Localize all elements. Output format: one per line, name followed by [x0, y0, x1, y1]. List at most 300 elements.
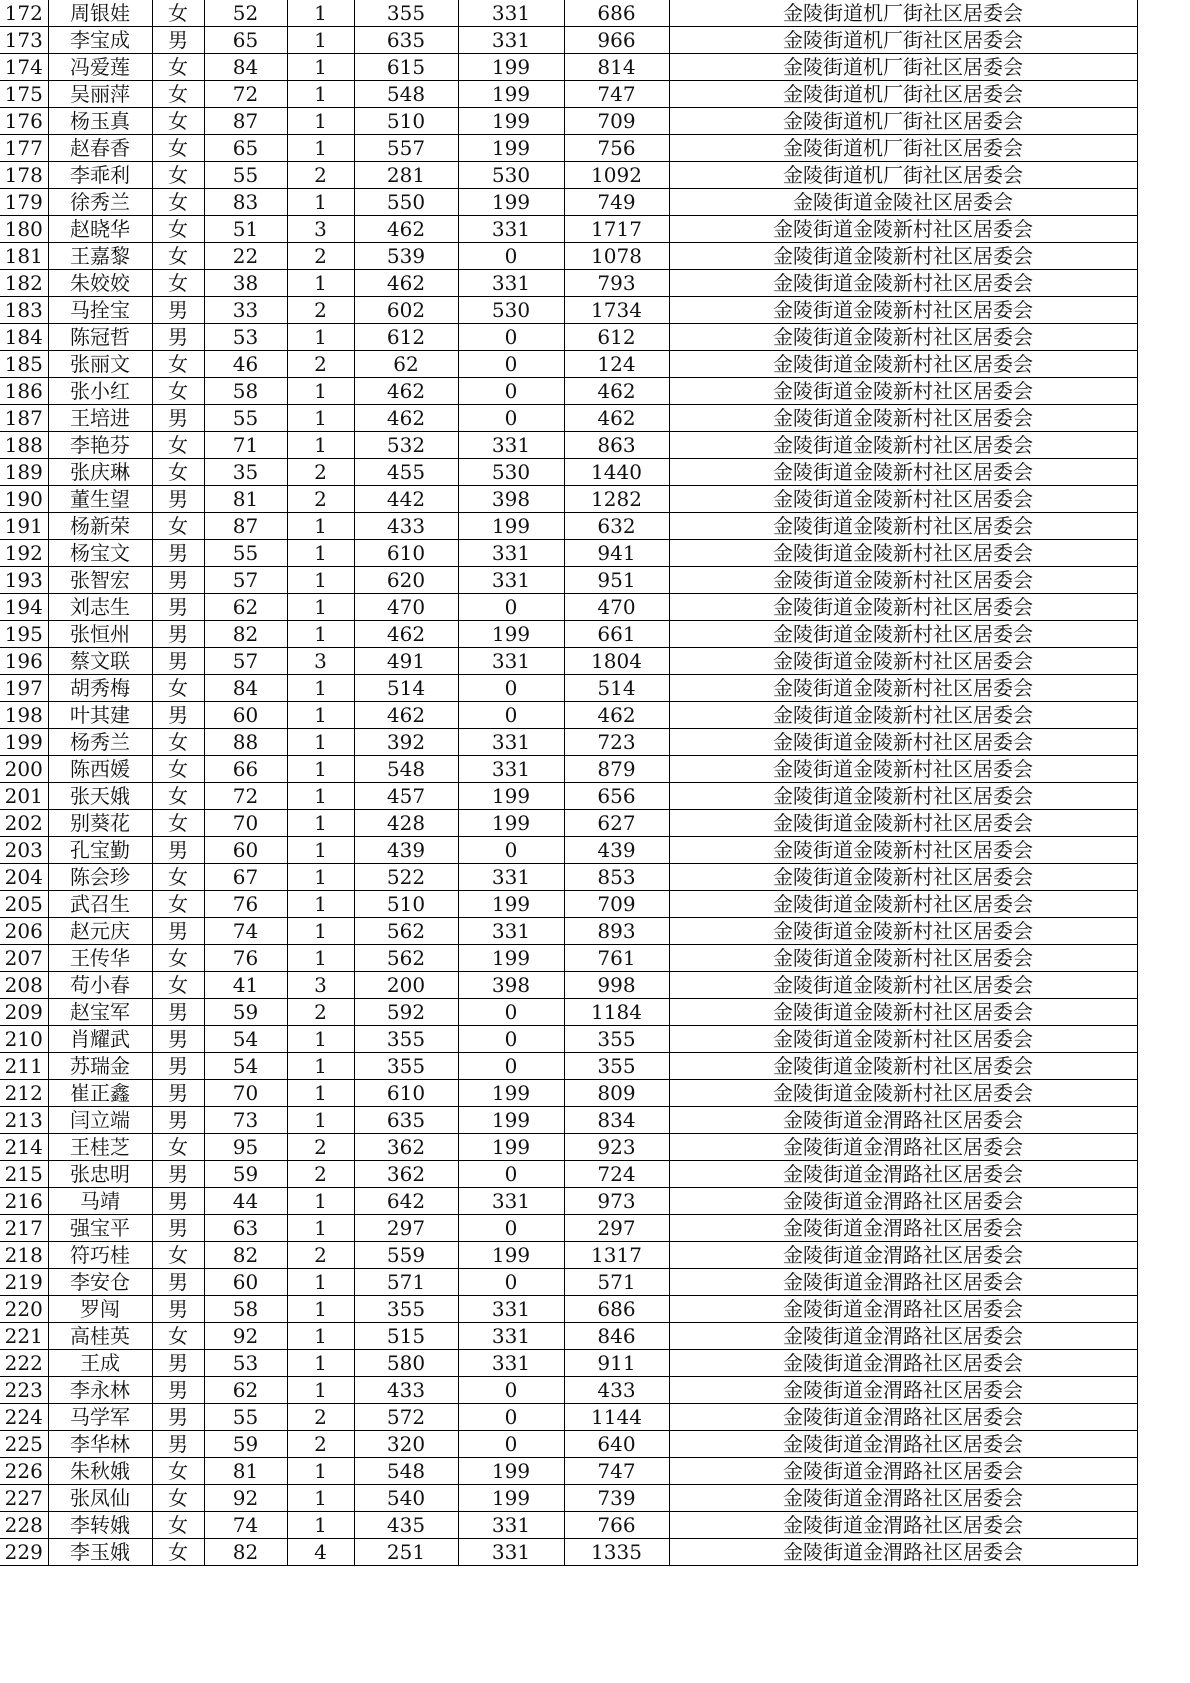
row-number: 205 — [0, 891, 48, 918]
total-amount-cell: 766 — [564, 1512, 669, 1539]
household-size-cell: 3 — [287, 972, 354, 999]
amount-b-cell: 0 — [458, 378, 564, 405]
gender-cell: 男 — [152, 567, 204, 594]
total-amount-cell: 756 — [564, 135, 669, 162]
name-cell: 杨秀兰 — [48, 729, 152, 756]
row-number: 201 — [0, 783, 48, 810]
total-amount-cell: 739 — [564, 1485, 669, 1512]
total-amount-cell: 809 — [564, 1080, 669, 1107]
name-cell: 王传华 — [48, 945, 152, 972]
amount-a-cell: 355 — [354, 0, 458, 27]
total-amount-cell: 1317 — [564, 1242, 669, 1269]
total-amount-cell: 462 — [564, 378, 669, 405]
total-amount-cell: 834 — [564, 1107, 669, 1134]
community-cell: 金陵街道金渭路社区居委会 — [669, 1350, 1137, 1377]
row-number: 180 — [0, 216, 48, 243]
row-number: 226 — [0, 1458, 48, 1485]
amount-a-cell: 462 — [354, 621, 458, 648]
row-number: 209 — [0, 999, 48, 1026]
total-amount-cell: 439 — [564, 837, 669, 864]
amount-b-cell: 331 — [458, 1350, 564, 1377]
gender-cell: 女 — [152, 810, 204, 837]
table-row — [0, 243, 1137, 270]
amount-b-cell: 530 — [458, 459, 564, 486]
table-row — [0, 135, 1137, 162]
table-row — [0, 324, 1137, 351]
row-number: 224 — [0, 1404, 48, 1431]
amount-a-cell: 428 — [354, 810, 458, 837]
table-row — [0, 216, 1137, 243]
community-cell: 金陵街道金陵新村社区居委会 — [669, 621, 1137, 648]
amount-a-cell: 515 — [354, 1323, 458, 1350]
amount-a-cell: 548 — [354, 756, 458, 783]
community-cell: 金陵街道金渭路社区居委会 — [669, 1377, 1137, 1404]
age-cell: 84 — [204, 54, 287, 81]
row-number: 203 — [0, 837, 48, 864]
name-cell: 杨玉真 — [48, 108, 152, 135]
age-cell: 55 — [204, 1404, 287, 1431]
community-cell: 金陵街道金陵新村社区居委会 — [669, 972, 1137, 999]
table-row — [0, 1512, 1137, 1539]
community-cell: 金陵街道金渭路社区居委会 — [669, 1539, 1137, 1566]
amount-b-cell: 199 — [458, 54, 564, 81]
community-cell: 金陵街道金陵新村社区居委会 — [669, 378, 1137, 405]
age-cell: 41 — [204, 972, 287, 999]
amount-a-cell: 612 — [354, 324, 458, 351]
name-cell: 高桂英 — [48, 1323, 152, 1350]
amount-b-cell: 0 — [458, 1053, 564, 1080]
amount-a-cell: 435 — [354, 1512, 458, 1539]
table-row — [0, 864, 1137, 891]
age-cell: 76 — [204, 891, 287, 918]
age-cell: 55 — [204, 162, 287, 189]
gender-cell: 男 — [152, 1350, 204, 1377]
gender-cell: 女 — [152, 513, 204, 540]
row-number: 208 — [0, 972, 48, 999]
amount-b-cell: 331 — [458, 432, 564, 459]
name-cell: 朱姣姣 — [48, 270, 152, 297]
table-row — [0, 513, 1137, 540]
name-cell: 张庆琳 — [48, 459, 152, 486]
amount-b-cell: 199 — [458, 1080, 564, 1107]
total-amount-cell: 1440 — [564, 459, 669, 486]
total-amount-cell: 124 — [564, 351, 669, 378]
total-amount-cell: 1078 — [564, 243, 669, 270]
amount-a-cell: 470 — [354, 594, 458, 621]
gender-cell: 男 — [152, 1377, 204, 1404]
amount-a-cell: 439 — [354, 837, 458, 864]
age-cell: 70 — [204, 810, 287, 837]
amount-b-cell: 530 — [458, 297, 564, 324]
community-cell: 金陵街道金陵新村社区居委会 — [669, 756, 1137, 783]
household-size-cell: 1 — [287, 1215, 354, 1242]
gender-cell: 女 — [152, 756, 204, 783]
amount-b-cell: 331 — [458, 1188, 564, 1215]
gender-cell: 男 — [152, 702, 204, 729]
gender-cell: 男 — [152, 1053, 204, 1080]
row-number: 211 — [0, 1053, 48, 1080]
gender-cell: 女 — [152, 432, 204, 459]
amount-b-cell: 0 — [458, 1026, 564, 1053]
amount-b-cell: 331 — [458, 1323, 564, 1350]
household-size-cell: 1 — [287, 324, 354, 351]
table-row — [0, 1323, 1137, 1350]
table-row — [0, 54, 1137, 81]
table-row — [0, 1377, 1137, 1404]
amount-b-cell: 0 — [458, 1377, 564, 1404]
gender-cell: 男 — [152, 621, 204, 648]
gender-cell: 女 — [152, 891, 204, 918]
community-cell: 金陵街道金渭路社区居委会 — [669, 1458, 1137, 1485]
gender-cell: 女 — [152, 864, 204, 891]
age-cell: 65 — [204, 135, 287, 162]
community-cell: 金陵街道机厂街社区居委会 — [669, 0, 1137, 27]
row-number: 177 — [0, 135, 48, 162]
gender-cell: 女 — [152, 1134, 204, 1161]
amount-a-cell: 572 — [354, 1404, 458, 1431]
age-cell: 82 — [204, 621, 287, 648]
age-cell: 82 — [204, 1539, 287, 1566]
community-cell: 金陵街道金渭路社区居委会 — [669, 1323, 1137, 1350]
age-cell: 81 — [204, 486, 287, 513]
household-size-cell: 1 — [287, 729, 354, 756]
name-cell: 张小红 — [48, 378, 152, 405]
age-cell: 57 — [204, 648, 287, 675]
gender-cell: 男 — [152, 1188, 204, 1215]
row-number: 175 — [0, 81, 48, 108]
row-number: 202 — [0, 810, 48, 837]
total-amount-cell: 911 — [564, 1350, 669, 1377]
gender-cell: 男 — [152, 297, 204, 324]
amount-a-cell: 562 — [354, 945, 458, 972]
table-row — [0, 594, 1137, 621]
total-amount-cell: 571 — [564, 1269, 669, 1296]
total-amount-cell: 355 — [564, 1053, 669, 1080]
community-cell: 金陵街道金渭路社区居委会 — [669, 1512, 1137, 1539]
amount-a-cell: 562 — [354, 918, 458, 945]
table-row — [0, 1431, 1137, 1458]
amount-a-cell: 602 — [354, 297, 458, 324]
community-cell: 金陵街道金陵新村社区居委会 — [669, 1053, 1137, 1080]
community-cell: 金陵街道机厂街社区居委会 — [669, 81, 1137, 108]
gender-cell: 男 — [152, 594, 204, 621]
community-cell: 金陵街道金渭路社区居委会 — [669, 1269, 1137, 1296]
row-number: 193 — [0, 567, 48, 594]
total-amount-cell: 923 — [564, 1134, 669, 1161]
household-size-cell: 1 — [287, 1269, 354, 1296]
gender-cell: 男 — [152, 405, 204, 432]
age-cell: 74 — [204, 1512, 287, 1539]
age-cell: 60 — [204, 837, 287, 864]
row-number: 215 — [0, 1161, 48, 1188]
row-number: 220 — [0, 1296, 48, 1323]
total-amount-cell: 941 — [564, 540, 669, 567]
amount-b-cell: 199 — [458, 108, 564, 135]
household-size-cell: 1 — [287, 1485, 354, 1512]
name-cell: 徐秀兰 — [48, 189, 152, 216]
household-size-cell: 1 — [287, 81, 354, 108]
household-size-cell: 1 — [287, 1512, 354, 1539]
amount-b-cell: 199 — [458, 891, 564, 918]
community-cell: 金陵街道机厂街社区居委会 — [669, 108, 1137, 135]
amount-b-cell: 398 — [458, 972, 564, 999]
age-cell: 46 — [204, 351, 287, 378]
name-cell: 李艳芬 — [48, 432, 152, 459]
amount-b-cell: 0 — [458, 675, 564, 702]
gender-cell: 女 — [152, 1323, 204, 1350]
table-row — [0, 972, 1137, 999]
community-cell: 金陵街道金陵新村社区居委会 — [669, 891, 1137, 918]
gender-cell: 女 — [152, 783, 204, 810]
community-cell: 金陵街道金陵新村社区居委会 — [669, 1026, 1137, 1053]
row-number: 192 — [0, 540, 48, 567]
age-cell: 95 — [204, 1134, 287, 1161]
household-size-cell: 1 — [287, 1107, 354, 1134]
total-amount-cell: 724 — [564, 1161, 669, 1188]
table-row — [0, 540, 1137, 567]
row-number: 185 — [0, 351, 48, 378]
age-cell: 51 — [204, 216, 287, 243]
amount-b-cell: 199 — [458, 783, 564, 810]
amount-a-cell: 281 — [354, 162, 458, 189]
amount-b-cell: 0 — [458, 1269, 564, 1296]
table-row — [0, 621, 1137, 648]
table-row — [0, 729, 1137, 756]
household-size-cell: 1 — [287, 1296, 354, 1323]
community-cell: 金陵街道金陵新村社区居委会 — [669, 297, 1137, 324]
community-cell: 金陵街道机厂街社区居委会 — [669, 162, 1137, 189]
table-row — [0, 378, 1137, 405]
community-cell: 金陵街道金陵新村社区居委会 — [669, 270, 1137, 297]
household-size-cell: 2 — [287, 351, 354, 378]
row-number: 198 — [0, 702, 48, 729]
community-cell: 金陵街道金渭路社区居委会 — [669, 1161, 1137, 1188]
age-cell: 44 — [204, 1188, 287, 1215]
age-cell: 55 — [204, 540, 287, 567]
community-cell: 金陵街道金陵新村社区居委会 — [669, 783, 1137, 810]
amount-b-cell: 199 — [458, 1107, 564, 1134]
total-amount-cell: 1734 — [564, 297, 669, 324]
gender-cell: 女 — [152, 270, 204, 297]
age-cell: 74 — [204, 918, 287, 945]
household-size-cell: 1 — [287, 1377, 354, 1404]
name-cell: 董生望 — [48, 486, 152, 513]
table-row — [0, 1242, 1137, 1269]
amount-a-cell: 355 — [354, 1053, 458, 1080]
gender-cell: 女 — [152, 378, 204, 405]
total-amount-cell: 709 — [564, 108, 669, 135]
amount-a-cell: 200 — [354, 972, 458, 999]
community-cell: 金陵街道金陵新村社区居委会 — [669, 837, 1137, 864]
name-cell: 蔡文联 — [48, 648, 152, 675]
row-number: 207 — [0, 945, 48, 972]
amount-a-cell: 559 — [354, 1242, 458, 1269]
amount-a-cell: 571 — [354, 1269, 458, 1296]
household-size-cell: 2 — [287, 1134, 354, 1161]
age-cell: 35 — [204, 459, 287, 486]
household-size-cell: 1 — [287, 1188, 354, 1215]
table-row — [0, 108, 1137, 135]
community-cell: 金陵街道机厂街社区居委会 — [669, 27, 1137, 54]
name-cell: 马学军 — [48, 1404, 152, 1431]
gender-cell: 男 — [152, 1404, 204, 1431]
total-amount-cell: 793 — [564, 270, 669, 297]
gender-cell: 男 — [152, 648, 204, 675]
age-cell: 59 — [204, 1431, 287, 1458]
total-amount-cell: 973 — [564, 1188, 669, 1215]
name-cell: 朱秋娥 — [48, 1458, 152, 1485]
amount-b-cell: 331 — [458, 567, 564, 594]
age-cell: 59 — [204, 999, 287, 1026]
age-cell: 67 — [204, 864, 287, 891]
name-cell: 孔宝勤 — [48, 837, 152, 864]
community-cell: 金陵街道金陵新村社区居委会 — [669, 864, 1137, 891]
household-size-cell: 1 — [287, 1458, 354, 1485]
table-row — [0, 945, 1137, 972]
gender-cell: 男 — [152, 1431, 204, 1458]
row-number: 179 — [0, 189, 48, 216]
row-number: 194 — [0, 594, 48, 621]
amount-a-cell: 550 — [354, 189, 458, 216]
household-size-cell: 4 — [287, 1539, 354, 1566]
age-cell: 22 — [204, 243, 287, 270]
amount-b-cell: 199 — [458, 189, 564, 216]
amount-b-cell: 199 — [458, 621, 564, 648]
gender-cell: 女 — [152, 81, 204, 108]
amount-b-cell: 530 — [458, 162, 564, 189]
household-size-cell: 1 — [287, 891, 354, 918]
amount-a-cell: 297 — [354, 1215, 458, 1242]
community-cell: 金陵街道金陵新村社区居委会 — [669, 243, 1137, 270]
name-cell: 李转娥 — [48, 1512, 152, 1539]
amount-b-cell: 199 — [458, 1242, 564, 1269]
name-cell: 胡秀梅 — [48, 675, 152, 702]
name-cell: 刘志生 — [48, 594, 152, 621]
age-cell: 54 — [204, 1053, 287, 1080]
row-number: 188 — [0, 432, 48, 459]
community-cell: 金陵街道金陵新村社区居委会 — [669, 675, 1137, 702]
age-cell: 60 — [204, 702, 287, 729]
row-number: 212 — [0, 1080, 48, 1107]
community-cell: 金陵街道金陵新村社区居委会 — [669, 594, 1137, 621]
table-row — [0, 432, 1137, 459]
community-cell: 金陵街道金陵新村社区居委会 — [669, 999, 1137, 1026]
table-row — [0, 999, 1137, 1026]
community-cell: 金陵街道机厂街社区居委会 — [669, 135, 1137, 162]
name-cell: 杨新荣 — [48, 513, 152, 540]
household-size-cell: 1 — [287, 540, 354, 567]
amount-a-cell: 362 — [354, 1161, 458, 1188]
amount-a-cell: 251 — [354, 1539, 458, 1566]
table-row — [0, 837, 1137, 864]
table-row — [0, 648, 1137, 675]
gender-cell: 女 — [152, 216, 204, 243]
household-size-cell: 1 — [287, 27, 354, 54]
amount-a-cell: 532 — [354, 432, 458, 459]
household-size-cell: 2 — [287, 162, 354, 189]
amount-b-cell: 0 — [458, 999, 564, 1026]
total-amount-cell: 1092 — [564, 162, 669, 189]
row-number: 229 — [0, 1539, 48, 1566]
amount-b-cell: 331 — [458, 864, 564, 891]
amount-b-cell: 0 — [458, 324, 564, 351]
name-cell: 苟小春 — [48, 972, 152, 999]
age-cell: 62 — [204, 1377, 287, 1404]
household-size-cell: 1 — [287, 54, 354, 81]
amount-a-cell: 491 — [354, 648, 458, 675]
row-number: 184 — [0, 324, 48, 351]
household-size-cell: 1 — [287, 270, 354, 297]
name-cell: 王嘉黎 — [48, 243, 152, 270]
amount-a-cell: 642 — [354, 1188, 458, 1215]
amount-a-cell: 635 — [354, 1107, 458, 1134]
household-size-cell: 2 — [287, 486, 354, 513]
name-cell: 张凤仙 — [48, 1485, 152, 1512]
total-amount-cell: 462 — [564, 702, 669, 729]
community-cell: 金陵街道金渭路社区居委会 — [669, 1107, 1137, 1134]
community-cell: 金陵街道金陵新村社区居委会 — [669, 810, 1137, 837]
name-cell: 张忠明 — [48, 1161, 152, 1188]
name-cell: 张恒州 — [48, 621, 152, 648]
row-number: 187 — [0, 405, 48, 432]
row-number: 216 — [0, 1188, 48, 1215]
amount-b-cell: 0 — [458, 1215, 564, 1242]
amount-a-cell: 433 — [354, 513, 458, 540]
total-amount-cell: 879 — [564, 756, 669, 783]
total-amount-cell: 966 — [564, 27, 669, 54]
row-number: 213 — [0, 1107, 48, 1134]
age-cell: 76 — [204, 945, 287, 972]
community-cell: 金陵街道机厂街社区居委会 — [669, 54, 1137, 81]
household-size-cell: 1 — [287, 513, 354, 540]
row-number: 196 — [0, 648, 48, 675]
amount-b-cell: 331 — [458, 216, 564, 243]
amount-b-cell: 331 — [458, 1296, 564, 1323]
gender-cell: 男 — [152, 1107, 204, 1134]
amount-b-cell: 0 — [458, 837, 564, 864]
age-cell: 55 — [204, 405, 287, 432]
table-row — [0, 1107, 1137, 1134]
table-row — [0, 486, 1137, 513]
age-cell: 73 — [204, 1107, 287, 1134]
total-amount-cell: 656 — [564, 783, 669, 810]
amount-b-cell: 331 — [458, 270, 564, 297]
amount-a-cell: 355 — [354, 1296, 458, 1323]
name-cell: 冯爱莲 — [48, 54, 152, 81]
total-amount-cell: 723 — [564, 729, 669, 756]
table-row — [0, 567, 1137, 594]
age-cell: 58 — [204, 378, 287, 405]
household-size-cell: 1 — [287, 1080, 354, 1107]
amount-b-cell: 331 — [458, 729, 564, 756]
amount-a-cell: 610 — [354, 1080, 458, 1107]
gender-cell: 女 — [152, 675, 204, 702]
community-cell: 金陵街道金渭路社区居委会 — [669, 1188, 1137, 1215]
gender-cell: 男 — [152, 27, 204, 54]
amount-b-cell: 0 — [458, 243, 564, 270]
amount-b-cell: 199 — [458, 945, 564, 972]
age-cell: 84 — [204, 675, 287, 702]
name-cell: 王桂芝 — [48, 1134, 152, 1161]
age-cell: 92 — [204, 1323, 287, 1350]
total-amount-cell: 661 — [564, 621, 669, 648]
household-size-cell: 2 — [287, 459, 354, 486]
total-amount-cell: 814 — [564, 54, 669, 81]
household-size-cell: 1 — [287, 1323, 354, 1350]
total-amount-cell: 1335 — [564, 1539, 669, 1566]
table-row — [0, 1053, 1137, 1080]
amount-b-cell: 0 — [458, 351, 564, 378]
